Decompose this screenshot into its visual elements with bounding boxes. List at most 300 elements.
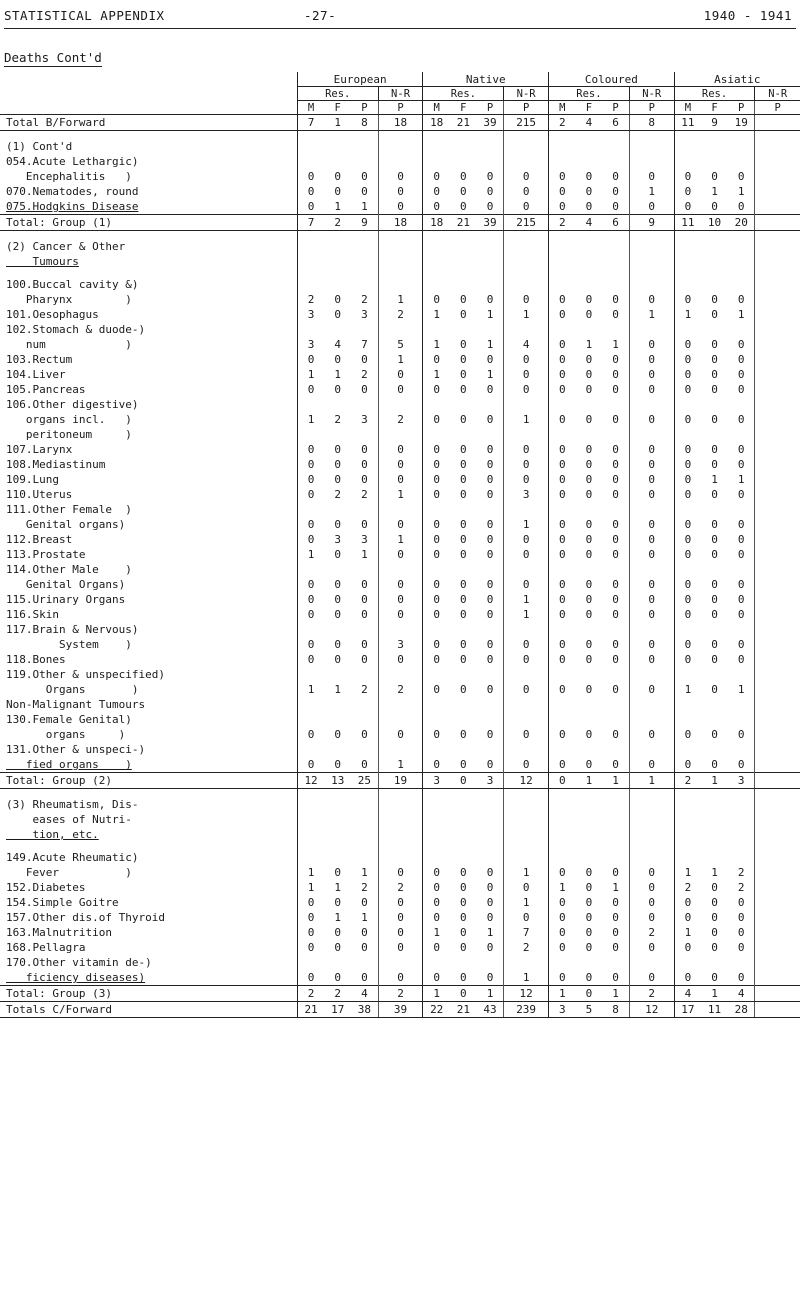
sex-header-p-nr: P bbox=[629, 101, 674, 115]
value-cell bbox=[755, 955, 800, 970]
value-cell: 0 bbox=[629, 442, 674, 457]
value-cell: 0 bbox=[674, 757, 701, 773]
value-cell: 0 bbox=[486, 518, 494, 531]
value-cell: 215 bbox=[504, 115, 549, 131]
value-cell: 12 bbox=[504, 986, 549, 1002]
value-cell: 0 bbox=[378, 547, 423, 562]
value-cell bbox=[477, 277, 504, 292]
value-cell: 0 bbox=[378, 970, 423, 986]
value-cell: 0 bbox=[297, 592, 324, 607]
value-cell bbox=[351, 277, 378, 292]
value-cell bbox=[701, 622, 728, 637]
value-cell bbox=[728, 427, 755, 442]
value-cell: 0 bbox=[297, 169, 324, 184]
value-cell: 1 bbox=[612, 338, 619, 351]
value-cell: 2 bbox=[334, 488, 342, 501]
value-cell bbox=[351, 322, 378, 337]
value-cell bbox=[629, 139, 674, 154]
value-cell: 0 bbox=[549, 940, 576, 955]
value-cell bbox=[701, 697, 728, 712]
value-cell bbox=[477, 239, 504, 254]
value-cell: 0 bbox=[737, 971, 745, 984]
table-row bbox=[0, 427, 800, 442]
value-cell bbox=[575, 797, 602, 812]
value-cell bbox=[755, 577, 800, 592]
value-cell: 0 bbox=[585, 683, 593, 696]
value-cell: 0 bbox=[486, 866, 494, 879]
value-cell: 1 bbox=[585, 338, 593, 351]
value-cell: 1 bbox=[549, 986, 576, 1002]
value-cell: 4 bbox=[575, 215, 602, 231]
value-cell bbox=[629, 712, 674, 727]
value-cell bbox=[701, 742, 728, 757]
value-cell bbox=[602, 154, 629, 169]
table-row bbox=[0, 712, 800, 727]
value-cell: 0 bbox=[585, 911, 593, 924]
value-cell: 3 bbox=[504, 487, 549, 502]
value-cell bbox=[423, 955, 450, 970]
value-cell: 0 bbox=[737, 638, 745, 651]
value-cell: 0 bbox=[486, 971, 494, 984]
table-row bbox=[0, 442, 800, 457]
value-cell: 0 bbox=[549, 199, 576, 215]
value-cell bbox=[324, 322, 351, 337]
row-label: (3) Rheumatism, Dis- bbox=[6, 798, 139, 811]
value-cell bbox=[674, 789, 701, 798]
sex-header-f: F bbox=[324, 101, 351, 115]
value-cell: 2 bbox=[361, 881, 368, 894]
value-cell: 0 bbox=[674, 352, 701, 367]
value-cell: 0 bbox=[486, 758, 494, 771]
value-cell: 0 bbox=[629, 727, 674, 742]
value-cell: 17 bbox=[324, 1002, 351, 1018]
value-cell bbox=[755, 307, 800, 322]
value-cell bbox=[602, 850, 629, 865]
value-cell bbox=[351, 239, 378, 254]
value-cell bbox=[378, 269, 423, 277]
value-cell: 0 bbox=[629, 472, 674, 487]
value-cell bbox=[504, 154, 549, 169]
value-cell: 0 bbox=[585, 413, 593, 426]
value-cell bbox=[674, 154, 701, 169]
non-resident-header: N-R bbox=[504, 87, 549, 101]
value-cell: 2 bbox=[378, 986, 423, 1002]
value-cell: 0 bbox=[549, 367, 576, 382]
value-cell: 0 bbox=[711, 383, 718, 396]
value-cell: 3 bbox=[549, 1002, 576, 1018]
value-cell: 2 bbox=[378, 412, 423, 427]
value-cell bbox=[575, 562, 602, 577]
row-label: organs ) bbox=[6, 728, 126, 741]
group-header-native: Native bbox=[423, 72, 549, 87]
value-cell bbox=[629, 697, 674, 712]
value-cell: 0 bbox=[486, 458, 494, 471]
value-cell: 0 bbox=[674, 607, 701, 622]
value-cell: 1 bbox=[297, 880, 324, 895]
value-cell bbox=[728, 139, 755, 154]
value-cell bbox=[450, 154, 477, 169]
value-cell bbox=[351, 812, 378, 827]
value-cell: 0 bbox=[460, 518, 467, 531]
value-cell bbox=[504, 277, 549, 292]
value-cell: 1 bbox=[701, 773, 728, 789]
value-cell bbox=[575, 277, 602, 292]
value-cell: 0 bbox=[711, 638, 718, 651]
value-cell bbox=[351, 789, 378, 798]
value-cell bbox=[324, 427, 351, 442]
value-cell bbox=[378, 712, 423, 727]
value-cell bbox=[378, 427, 423, 442]
value-cell bbox=[477, 322, 504, 337]
value-cell bbox=[297, 955, 324, 970]
value-cell: 3 bbox=[297, 337, 324, 352]
table-row bbox=[0, 812, 800, 827]
value-cell: 0 bbox=[297, 652, 324, 667]
value-cell: 3 bbox=[361, 533, 368, 546]
spacer-row bbox=[0, 231, 800, 240]
value-cell bbox=[423, 239, 450, 254]
value-cell bbox=[755, 277, 800, 292]
value-cell bbox=[351, 850, 378, 865]
value-cell: 0 bbox=[629, 382, 674, 397]
value-cell bbox=[674, 231, 701, 240]
value-cell: 0 bbox=[423, 487, 450, 502]
value-cell: 0 bbox=[629, 940, 674, 955]
value-cell: 2 bbox=[549, 215, 576, 231]
total-row bbox=[0, 773, 800, 789]
value-cell bbox=[324, 139, 351, 154]
value-cell: 0 bbox=[361, 896, 368, 909]
value-cell bbox=[629, 269, 674, 277]
value-cell: 0 bbox=[297, 577, 324, 592]
group-header-row bbox=[0, 72, 800, 87]
value-cell bbox=[629, 955, 674, 970]
value-cell: 0 bbox=[674, 637, 701, 652]
value-cell bbox=[629, 812, 674, 827]
value-cell bbox=[755, 502, 800, 517]
value-cell: 0 bbox=[361, 443, 368, 456]
value-cell: 0 bbox=[674, 169, 701, 184]
value-cell: 0 bbox=[549, 457, 576, 472]
value-cell: 8 bbox=[351, 115, 378, 131]
value-cell: 0 bbox=[423, 352, 450, 367]
value-cell bbox=[324, 850, 351, 865]
sex-header-row bbox=[0, 101, 800, 115]
value-cell bbox=[728, 797, 755, 812]
value-cell: 0 bbox=[711, 293, 718, 306]
table-row bbox=[0, 139, 800, 154]
value-cell: 0 bbox=[674, 382, 701, 397]
value-cell bbox=[297, 742, 324, 757]
value-cell: 0 bbox=[674, 577, 701, 592]
value-cell bbox=[297, 322, 324, 337]
value-cell: 1 bbox=[297, 412, 324, 427]
value-cell bbox=[728, 131, 755, 140]
value-cell: 1 bbox=[486, 308, 494, 321]
value-cell: 0 bbox=[460, 638, 467, 651]
value-cell: 0 bbox=[612, 971, 619, 984]
row-label: tion, etc. bbox=[6, 828, 99, 841]
row-label: 075.Hodgkins Disease bbox=[6, 200, 139, 213]
value-cell: 0 bbox=[585, 638, 593, 651]
value-cell: 0 bbox=[549, 547, 576, 562]
value-cell bbox=[504, 842, 549, 850]
row-label: 102.Stomach & duode-) bbox=[6, 323, 146, 336]
row-label: 157.Other dis.of Thyroid bbox=[6, 911, 165, 924]
value-cell: 0 bbox=[361, 353, 368, 366]
value-cell: 0 bbox=[504, 547, 549, 562]
row-label: Fever ) bbox=[6, 866, 132, 879]
value-cell bbox=[755, 850, 800, 865]
value-cell: 0 bbox=[549, 607, 576, 622]
value-cell: 5 bbox=[575, 1002, 602, 1018]
value-cell bbox=[324, 812, 351, 827]
value-cell: 0 bbox=[629, 607, 674, 622]
value-cell: 0 bbox=[549, 652, 576, 667]
value-cell bbox=[728, 667, 755, 682]
value-cell bbox=[674, 667, 701, 682]
value-cell bbox=[423, 789, 450, 798]
value-cell: 0 bbox=[575, 986, 602, 1002]
value-cell: 0 bbox=[486, 473, 494, 486]
value-cell bbox=[297, 850, 324, 865]
value-cell: 2 bbox=[361, 488, 368, 501]
value-cell: 0 bbox=[423, 637, 450, 652]
value-cell: 0 bbox=[612, 488, 619, 501]
value-cell bbox=[755, 797, 800, 812]
value-cell: 1 bbox=[378, 757, 423, 773]
row-label: 106.Other digestive) bbox=[6, 398, 139, 411]
value-cell bbox=[504, 742, 549, 757]
value-cell: 0 bbox=[504, 169, 549, 184]
value-cell: 9 bbox=[351, 215, 378, 231]
non-resident-header: N-R bbox=[378, 87, 423, 101]
value-cell bbox=[549, 742, 576, 757]
value-cell: 0 bbox=[549, 577, 576, 592]
value-cell bbox=[602, 131, 629, 140]
value-cell: 21 bbox=[450, 1002, 477, 1018]
table-row bbox=[0, 667, 800, 682]
table-row bbox=[0, 382, 800, 397]
value-cell: 1 bbox=[549, 880, 576, 895]
value-cell: 0 bbox=[504, 292, 549, 307]
value-cell bbox=[602, 562, 629, 577]
value-cell: 0 bbox=[378, 517, 423, 532]
value-cell bbox=[477, 502, 504, 517]
value-cell: 0 bbox=[549, 412, 576, 427]
value-cell: 0 bbox=[460, 413, 467, 426]
value-cell bbox=[504, 427, 549, 442]
value-cell: 0 bbox=[297, 895, 324, 910]
value-cell: 7 bbox=[361, 338, 368, 351]
value-cell bbox=[728, 277, 755, 292]
value-cell: 0 bbox=[629, 352, 674, 367]
value-cell: 0 bbox=[612, 368, 619, 381]
table-row bbox=[0, 850, 800, 865]
value-cell bbox=[477, 697, 504, 712]
non-resident-header: N-R bbox=[629, 87, 674, 101]
value-cell: 0 bbox=[378, 184, 423, 199]
value-cell: 0 bbox=[585, 758, 593, 771]
value-cell: 0 bbox=[737, 758, 745, 771]
value-cell: 0 bbox=[334, 185, 342, 198]
resident-header: Res. bbox=[674, 87, 755, 101]
row-label: 111.Other Female ) bbox=[6, 503, 132, 516]
value-cell bbox=[755, 842, 800, 850]
value-cell: 0 bbox=[486, 383, 494, 396]
value-cell: 0 bbox=[629, 652, 674, 667]
value-cell: 25 bbox=[351, 773, 378, 789]
value-cell: 1 bbox=[602, 986, 629, 1002]
value-cell bbox=[755, 682, 800, 697]
value-cell: 0 bbox=[674, 547, 701, 562]
value-cell bbox=[701, 812, 728, 827]
table-row bbox=[0, 865, 800, 880]
value-cell: 0 bbox=[460, 578, 467, 591]
value-cell bbox=[629, 827, 674, 842]
value-cell: 0 bbox=[629, 337, 674, 352]
value-cell bbox=[378, 842, 423, 850]
value-cell: 0 bbox=[297, 925, 324, 940]
value-cell bbox=[755, 812, 800, 827]
value-cell: 0 bbox=[549, 925, 576, 940]
value-cell bbox=[728, 562, 755, 577]
value-cell bbox=[378, 955, 423, 970]
value-cell: 0 bbox=[486, 728, 494, 741]
value-cell: 0 bbox=[378, 367, 423, 382]
value-cell bbox=[351, 842, 378, 850]
value-cell bbox=[755, 910, 800, 925]
value-cell bbox=[324, 842, 351, 850]
sex-header-p: P bbox=[602, 101, 629, 115]
value-cell: 0 bbox=[378, 442, 423, 457]
value-cell: 0 bbox=[711, 338, 718, 351]
row-label: 117.Brain & Nervous) bbox=[6, 623, 139, 636]
row-label: Tumours bbox=[6, 255, 79, 268]
value-cell: 0 bbox=[423, 184, 450, 199]
value-cell bbox=[450, 322, 477, 337]
value-cell: 0 bbox=[334, 971, 342, 984]
value-cell bbox=[728, 322, 755, 337]
value-cell: 0 bbox=[460, 593, 467, 606]
non-resident-header: N-R bbox=[755, 87, 800, 101]
value-cell bbox=[378, 154, 423, 169]
value-cell bbox=[504, 797, 549, 812]
value-cell bbox=[450, 789, 477, 798]
value-cell bbox=[602, 239, 629, 254]
value-cell: 0 bbox=[674, 727, 701, 742]
table-row bbox=[0, 895, 800, 910]
value-cell bbox=[701, 797, 728, 812]
value-cell: 0 bbox=[711, 170, 718, 183]
value-cell: 1 bbox=[711, 473, 718, 486]
value-cell bbox=[755, 970, 800, 986]
value-cell bbox=[378, 667, 423, 682]
value-cell bbox=[450, 397, 477, 412]
value-cell: 1 bbox=[378, 487, 423, 502]
value-cell bbox=[477, 955, 504, 970]
table-row bbox=[0, 487, 800, 502]
value-cell: 0 bbox=[612, 758, 619, 771]
value-cell: 11 bbox=[674, 115, 701, 131]
value-cell bbox=[450, 622, 477, 637]
value-cell: 0 bbox=[504, 184, 549, 199]
sex-header-m: M bbox=[297, 101, 324, 115]
value-cell: 0 bbox=[612, 548, 619, 561]
row-label: Pharynx ) bbox=[6, 293, 132, 306]
value-cell: 0 bbox=[711, 653, 718, 666]
value-cell: 0 bbox=[585, 728, 593, 741]
value-cell: 0 bbox=[549, 442, 576, 457]
table-row bbox=[0, 925, 800, 940]
value-cell bbox=[755, 880, 800, 895]
value-cell: 2 bbox=[549, 115, 576, 131]
value-cell bbox=[351, 427, 378, 442]
value-cell: 0 bbox=[629, 910, 674, 925]
value-cell: 0 bbox=[737, 518, 745, 531]
value-cell bbox=[450, 850, 477, 865]
value-cell: 0 bbox=[629, 199, 674, 215]
value-cell bbox=[378, 231, 423, 240]
value-cell: 0 bbox=[737, 896, 745, 909]
value-cell bbox=[755, 231, 800, 240]
value-cell: 0 bbox=[486, 200, 494, 213]
value-cell: 0 bbox=[737, 200, 745, 213]
value-cell: 0 bbox=[737, 728, 745, 741]
value-cell: 0 bbox=[737, 941, 745, 954]
value-cell: 1 bbox=[629, 307, 674, 322]
value-cell bbox=[575, 850, 602, 865]
value-cell: 0 bbox=[711, 518, 718, 531]
row-label: 130.Female Genital) bbox=[6, 713, 132, 726]
value-cell: 0 bbox=[737, 413, 745, 426]
value-cell: 0 bbox=[361, 578, 368, 591]
value-cell: 0 bbox=[486, 185, 494, 198]
value-cell bbox=[351, 667, 378, 682]
table-row bbox=[0, 502, 800, 517]
value-cell: 0 bbox=[612, 170, 619, 183]
table-row bbox=[0, 277, 800, 292]
value-cell: 0 bbox=[334, 473, 342, 486]
value-cell: 0 bbox=[460, 458, 467, 471]
value-cell bbox=[450, 742, 477, 757]
value-cell: 0 bbox=[674, 895, 701, 910]
value-cell bbox=[755, 139, 800, 154]
value-cell bbox=[351, 154, 378, 169]
row-label: peritoneum ) bbox=[6, 428, 132, 441]
value-cell: 3 bbox=[361, 413, 368, 426]
value-cell bbox=[701, 789, 728, 798]
table-row bbox=[0, 697, 800, 712]
value-cell: 0 bbox=[737, 170, 745, 183]
value-cell: 0 bbox=[549, 865, 576, 880]
value-cell bbox=[575, 667, 602, 682]
value-cell bbox=[728, 955, 755, 970]
value-cell: 4 bbox=[351, 986, 378, 1002]
row-label: fied organs ) bbox=[6, 758, 132, 771]
value-cell bbox=[297, 842, 324, 850]
resident-header: Res. bbox=[297, 87, 378, 101]
value-cell bbox=[674, 842, 701, 850]
value-cell bbox=[755, 397, 800, 412]
value-cell bbox=[504, 239, 549, 254]
value-cell bbox=[297, 697, 324, 712]
value-cell bbox=[378, 562, 423, 577]
value-cell: 0 bbox=[504, 577, 549, 592]
value-cell: 0 bbox=[629, 367, 674, 382]
value-cell bbox=[423, 154, 450, 169]
value-cell bbox=[351, 827, 378, 842]
